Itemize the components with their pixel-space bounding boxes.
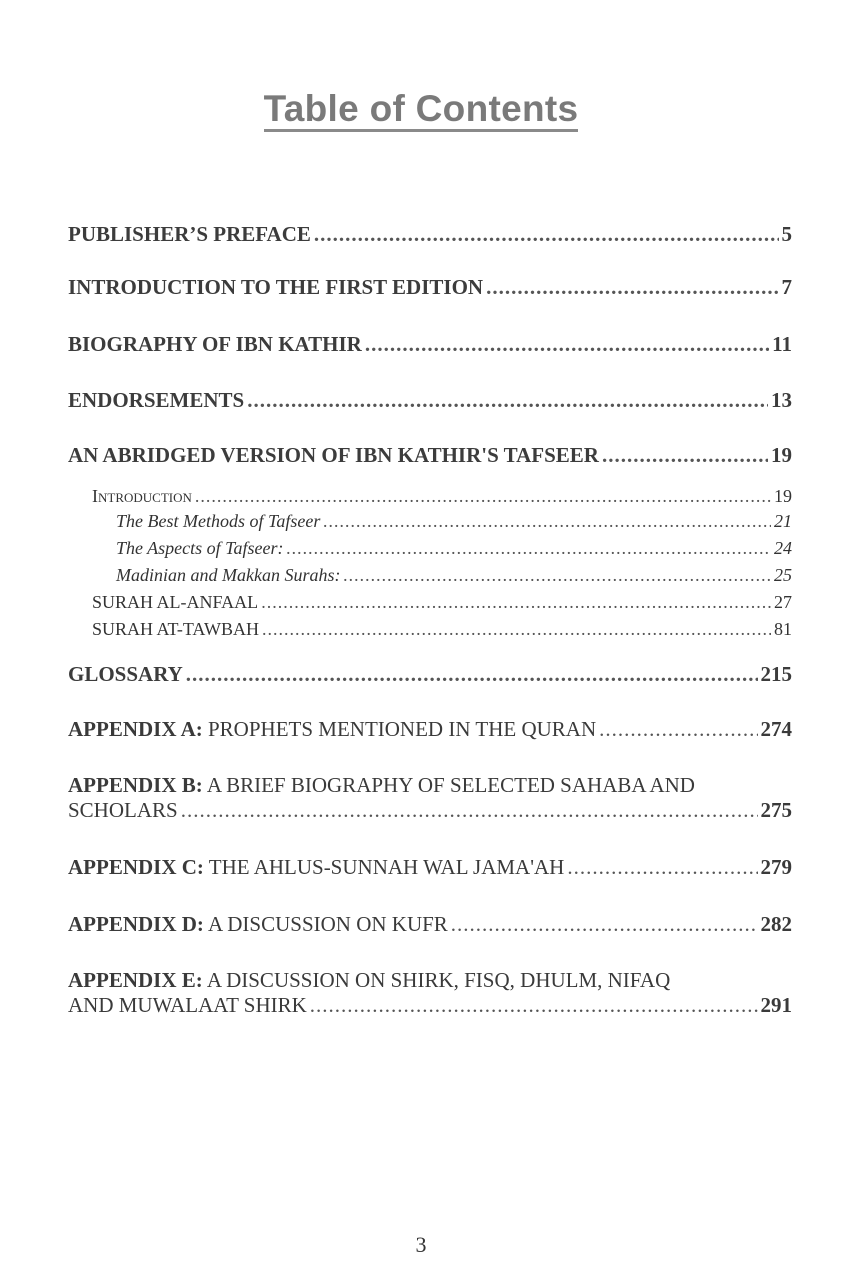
toc-entry-introduction[interactable] bbox=[92, 486, 792, 507]
toc-entry-publishers-preface[interactable] bbox=[68, 222, 792, 247]
entry-page: 291 bbox=[760, 993, 792, 1017]
toc-entry-surah-al-anfaal[interactable] bbox=[92, 592, 792, 613]
dot-leader bbox=[602, 443, 768, 468]
entry-label: THE AHLUS-SUNNAH WAL JAMA'AH bbox=[203, 855, 565, 879]
dot-leader bbox=[310, 993, 758, 1018]
toc-entry-madinian-makkan[interactable] bbox=[116, 565, 792, 586]
entry-label: AN ABRIDGED VERSION OF IBN KATHIR'S TAFSEER bbox=[68, 443, 599, 467]
entry-label: Madinian and Makkan Surahs: bbox=[116, 565, 341, 585]
toc-entry-appendix-e[interactable] bbox=[68, 968, 792, 1018]
toc-entry-biography[interactable] bbox=[68, 332, 792, 357]
entry-page: 27 bbox=[774, 592, 792, 612]
appendix-key: APPENDIX E: bbox=[68, 968, 203, 992]
toc-entry-appendix-a[interactable] bbox=[68, 717, 792, 742]
dot-leader bbox=[314, 222, 779, 247]
dot-leader bbox=[186, 662, 758, 687]
entry-page: 279 bbox=[760, 855, 792, 879]
entry-label: A DISCUSSION ON KUFR bbox=[203, 912, 448, 936]
dot-leader bbox=[287, 538, 771, 559]
entry-page: 5 bbox=[781, 222, 792, 246]
dot-leader bbox=[262, 619, 771, 640]
entry-label: PUBLISHER’S PREFACE bbox=[68, 222, 311, 246]
entry-label: A DISCUSSION ON SHIRK, FISQ, DHULM, NIFAQ bbox=[202, 968, 671, 992]
entry-page: 19 bbox=[771, 443, 792, 467]
entry-page: 21 bbox=[774, 511, 792, 531]
toc-entry-best-methods[interactable] bbox=[116, 511, 792, 532]
appendix-key: APPENDIX C: bbox=[68, 855, 204, 879]
entry-label: The Best Methods of Tafseer bbox=[116, 511, 321, 531]
entry-page: 11 bbox=[772, 332, 792, 356]
dot-leader bbox=[181, 798, 758, 823]
entry-page: 24 bbox=[774, 538, 792, 558]
entry-label: ENDORSEMENTS bbox=[68, 388, 245, 412]
appendix-key: APPENDIX D: bbox=[68, 912, 204, 936]
entry-label: BIOGRAPHY OF IBN KATHIR bbox=[68, 332, 362, 356]
toc-entry-glossary[interactable] bbox=[68, 662, 792, 687]
dot-leader bbox=[365, 332, 769, 357]
entry-label: The Aspects of Tafseer: bbox=[116, 538, 284, 558]
entry-page: 19 bbox=[774, 486, 792, 506]
toc-entry-endorsements[interactable] bbox=[68, 388, 792, 413]
dot-leader bbox=[247, 388, 768, 413]
entry-label: SURAH AL-ANFAAL bbox=[92, 592, 259, 612]
entry-page: 274 bbox=[760, 717, 792, 741]
dot-leader bbox=[451, 912, 758, 937]
dot-leader bbox=[599, 717, 757, 742]
dot-leader bbox=[567, 855, 757, 880]
entry-page: 7 bbox=[781, 275, 792, 299]
entry-page: 13 bbox=[771, 388, 792, 412]
entry-page: 282 bbox=[760, 912, 792, 936]
dot-leader bbox=[486, 275, 778, 300]
page-number: 3 bbox=[415, 1232, 427, 1257]
entry-label: SURAH AT-TAWBAH bbox=[92, 619, 259, 639]
toc-entry-surah-at-tawbah[interactable] bbox=[92, 619, 792, 640]
entry-page: 275 bbox=[760, 798, 792, 822]
toc-entry-appendix-d[interactable] bbox=[68, 912, 792, 937]
entry-label-line2: SCHOLARS bbox=[68, 798, 178, 822]
toc-entry-abridged-tafseer[interactable] bbox=[68, 443, 792, 468]
entry-page: 25 bbox=[774, 565, 792, 585]
dot-leader bbox=[261, 592, 771, 613]
toc-entry-appendix-c[interactable] bbox=[68, 855, 792, 880]
entry-label: GLOSSARY bbox=[68, 662, 183, 686]
entry-label: Introduction bbox=[92, 486, 192, 506]
dot-leader bbox=[323, 511, 771, 532]
page-title: Table of Contents bbox=[0, 88, 842, 130]
dot-leader bbox=[195, 486, 771, 507]
entry-label-line2: AND MUWALAAT SHIRK bbox=[68, 993, 307, 1017]
appendix-key: APPENDIX B: bbox=[68, 773, 203, 797]
appendix-key: APPENDIX A: bbox=[68, 717, 203, 741]
entry-label: A BRIEF BIOGRAPHY OF SELECTED SAHABA AND bbox=[202, 773, 695, 797]
toc-entry-aspects[interactable] bbox=[116, 538, 792, 559]
dot-leader bbox=[343, 565, 771, 586]
entry-page: 215 bbox=[760, 662, 792, 686]
entry-label: PROPHETS MENTIONED IN THE QURAN bbox=[202, 717, 597, 741]
entry-label: INTRODUCTION TO THE FIRST EDITION bbox=[68, 275, 484, 299]
entry-page: 81 bbox=[774, 619, 792, 639]
toc-entry-appendix-b[interactable] bbox=[68, 773, 792, 823]
toc-entry-introduction-first-edition[interactable] bbox=[68, 275, 792, 300]
